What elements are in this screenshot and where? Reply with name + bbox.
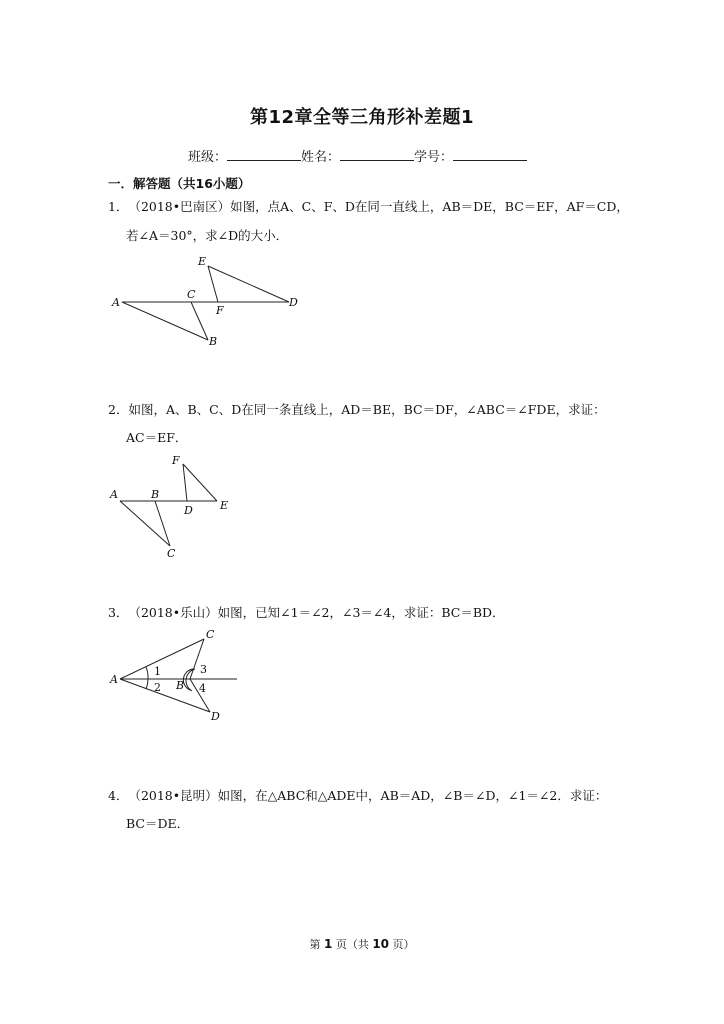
label-a: A bbox=[110, 673, 118, 686]
label-a: A bbox=[112, 296, 120, 309]
student-info-line bbox=[188, 146, 527, 165]
question-3-text: （2018•乐山）如图，已知∠1＝∠2，∠3＝∠4，求证：BC＝BD． bbox=[128, 605, 505, 620]
line-ad bbox=[120, 679, 210, 712]
line-ef bbox=[208, 266, 218, 302]
question-3-figure bbox=[108, 624, 240, 728]
label-a: A bbox=[110, 488, 118, 501]
footer-total-pages: 10 bbox=[372, 937, 390, 951]
question-2-line-2: AC＝EF． bbox=[126, 430, 188, 445]
question-1-figure bbox=[108, 252, 308, 352]
line-bc bbox=[191, 302, 208, 340]
label-c: C bbox=[187, 288, 196, 301]
question-3-number: 3． bbox=[108, 605, 129, 620]
page-footer bbox=[0, 936, 724, 952]
question-4-line-2: BC＝DE． bbox=[126, 816, 190, 831]
question-1-number: 1． bbox=[108, 199, 129, 214]
footer-suffix: 页） bbox=[389, 938, 415, 951]
label-d: D bbox=[289, 296, 298, 309]
angle-1-arc bbox=[146, 667, 148, 679]
footer-prefix: 第 bbox=[309, 938, 324, 951]
footer-middle: 页（共 bbox=[332, 938, 373, 951]
label-angle-2: 2 bbox=[154, 681, 161, 694]
question-4-text: （2018•昆明）如图，在△ABC和△ADE中，AB＝AD，∠B＝∠D，∠1＝∠2．求证： bbox=[128, 788, 608, 803]
footer-page-number: 1 bbox=[323, 937, 333, 951]
line-ed bbox=[208, 266, 289, 302]
line-ac bbox=[120, 639, 204, 679]
line-fe bbox=[183, 464, 217, 501]
label-f: F bbox=[172, 454, 180, 467]
label-b: B bbox=[176, 679, 185, 692]
label-b: B bbox=[209, 335, 218, 348]
class-blank bbox=[227, 148, 301, 161]
angle-2-arc bbox=[146, 679, 148, 689]
label-f: F bbox=[216, 304, 224, 317]
question-3-line-1 bbox=[108, 605, 505, 621]
question-4-number: 4． bbox=[108, 788, 129, 803]
id-blank bbox=[453, 148, 527, 161]
question-2-text: 如图，A、B、C、D在同一条直线上，AD＝BE，BC＝DF，∠ABC＝∠FDE，求证： bbox=[128, 402, 606, 417]
class-label: 班级： bbox=[188, 150, 228, 165]
label-d: D bbox=[211, 710, 220, 723]
question-2-number: 2． bbox=[108, 402, 129, 417]
name-blank bbox=[340, 148, 414, 161]
id-label: 学号： bbox=[414, 150, 454, 165]
label-angle-3: 3 bbox=[200, 663, 207, 676]
label-d: D bbox=[184, 504, 193, 517]
question-1-text: （2018•巴南区）如图，点A、C、F、D在同一直线上，AB＝DE，BC＝EF，AF＝CD， bbox=[128, 199, 629, 214]
line-fd bbox=[183, 464, 187, 501]
question-2-line-1 bbox=[108, 402, 606, 418]
name-label: 姓名： bbox=[301, 150, 341, 165]
question-1-line-1 bbox=[108, 199, 629, 215]
label-e: E bbox=[198, 255, 207, 268]
question-1-line-2: 若∠A＝30°，求∠D的大小． bbox=[126, 228, 289, 243]
question-2-figure bbox=[108, 452, 238, 560]
label-angle-1: 1 bbox=[154, 665, 161, 678]
page-title: 第12章全等三角形补差题1 bbox=[249, 107, 475, 128]
label-c: C bbox=[206, 628, 215, 641]
line-ab bbox=[122, 302, 208, 340]
label-e: E bbox=[220, 499, 229, 512]
question-4-line-1 bbox=[108, 788, 607, 804]
label-b: B bbox=[151, 488, 160, 501]
section-heading: 一．解答题（共16小题） bbox=[108, 176, 251, 191]
label-c: C bbox=[167, 547, 176, 560]
label-angle-4: 4 bbox=[199, 682, 206, 695]
